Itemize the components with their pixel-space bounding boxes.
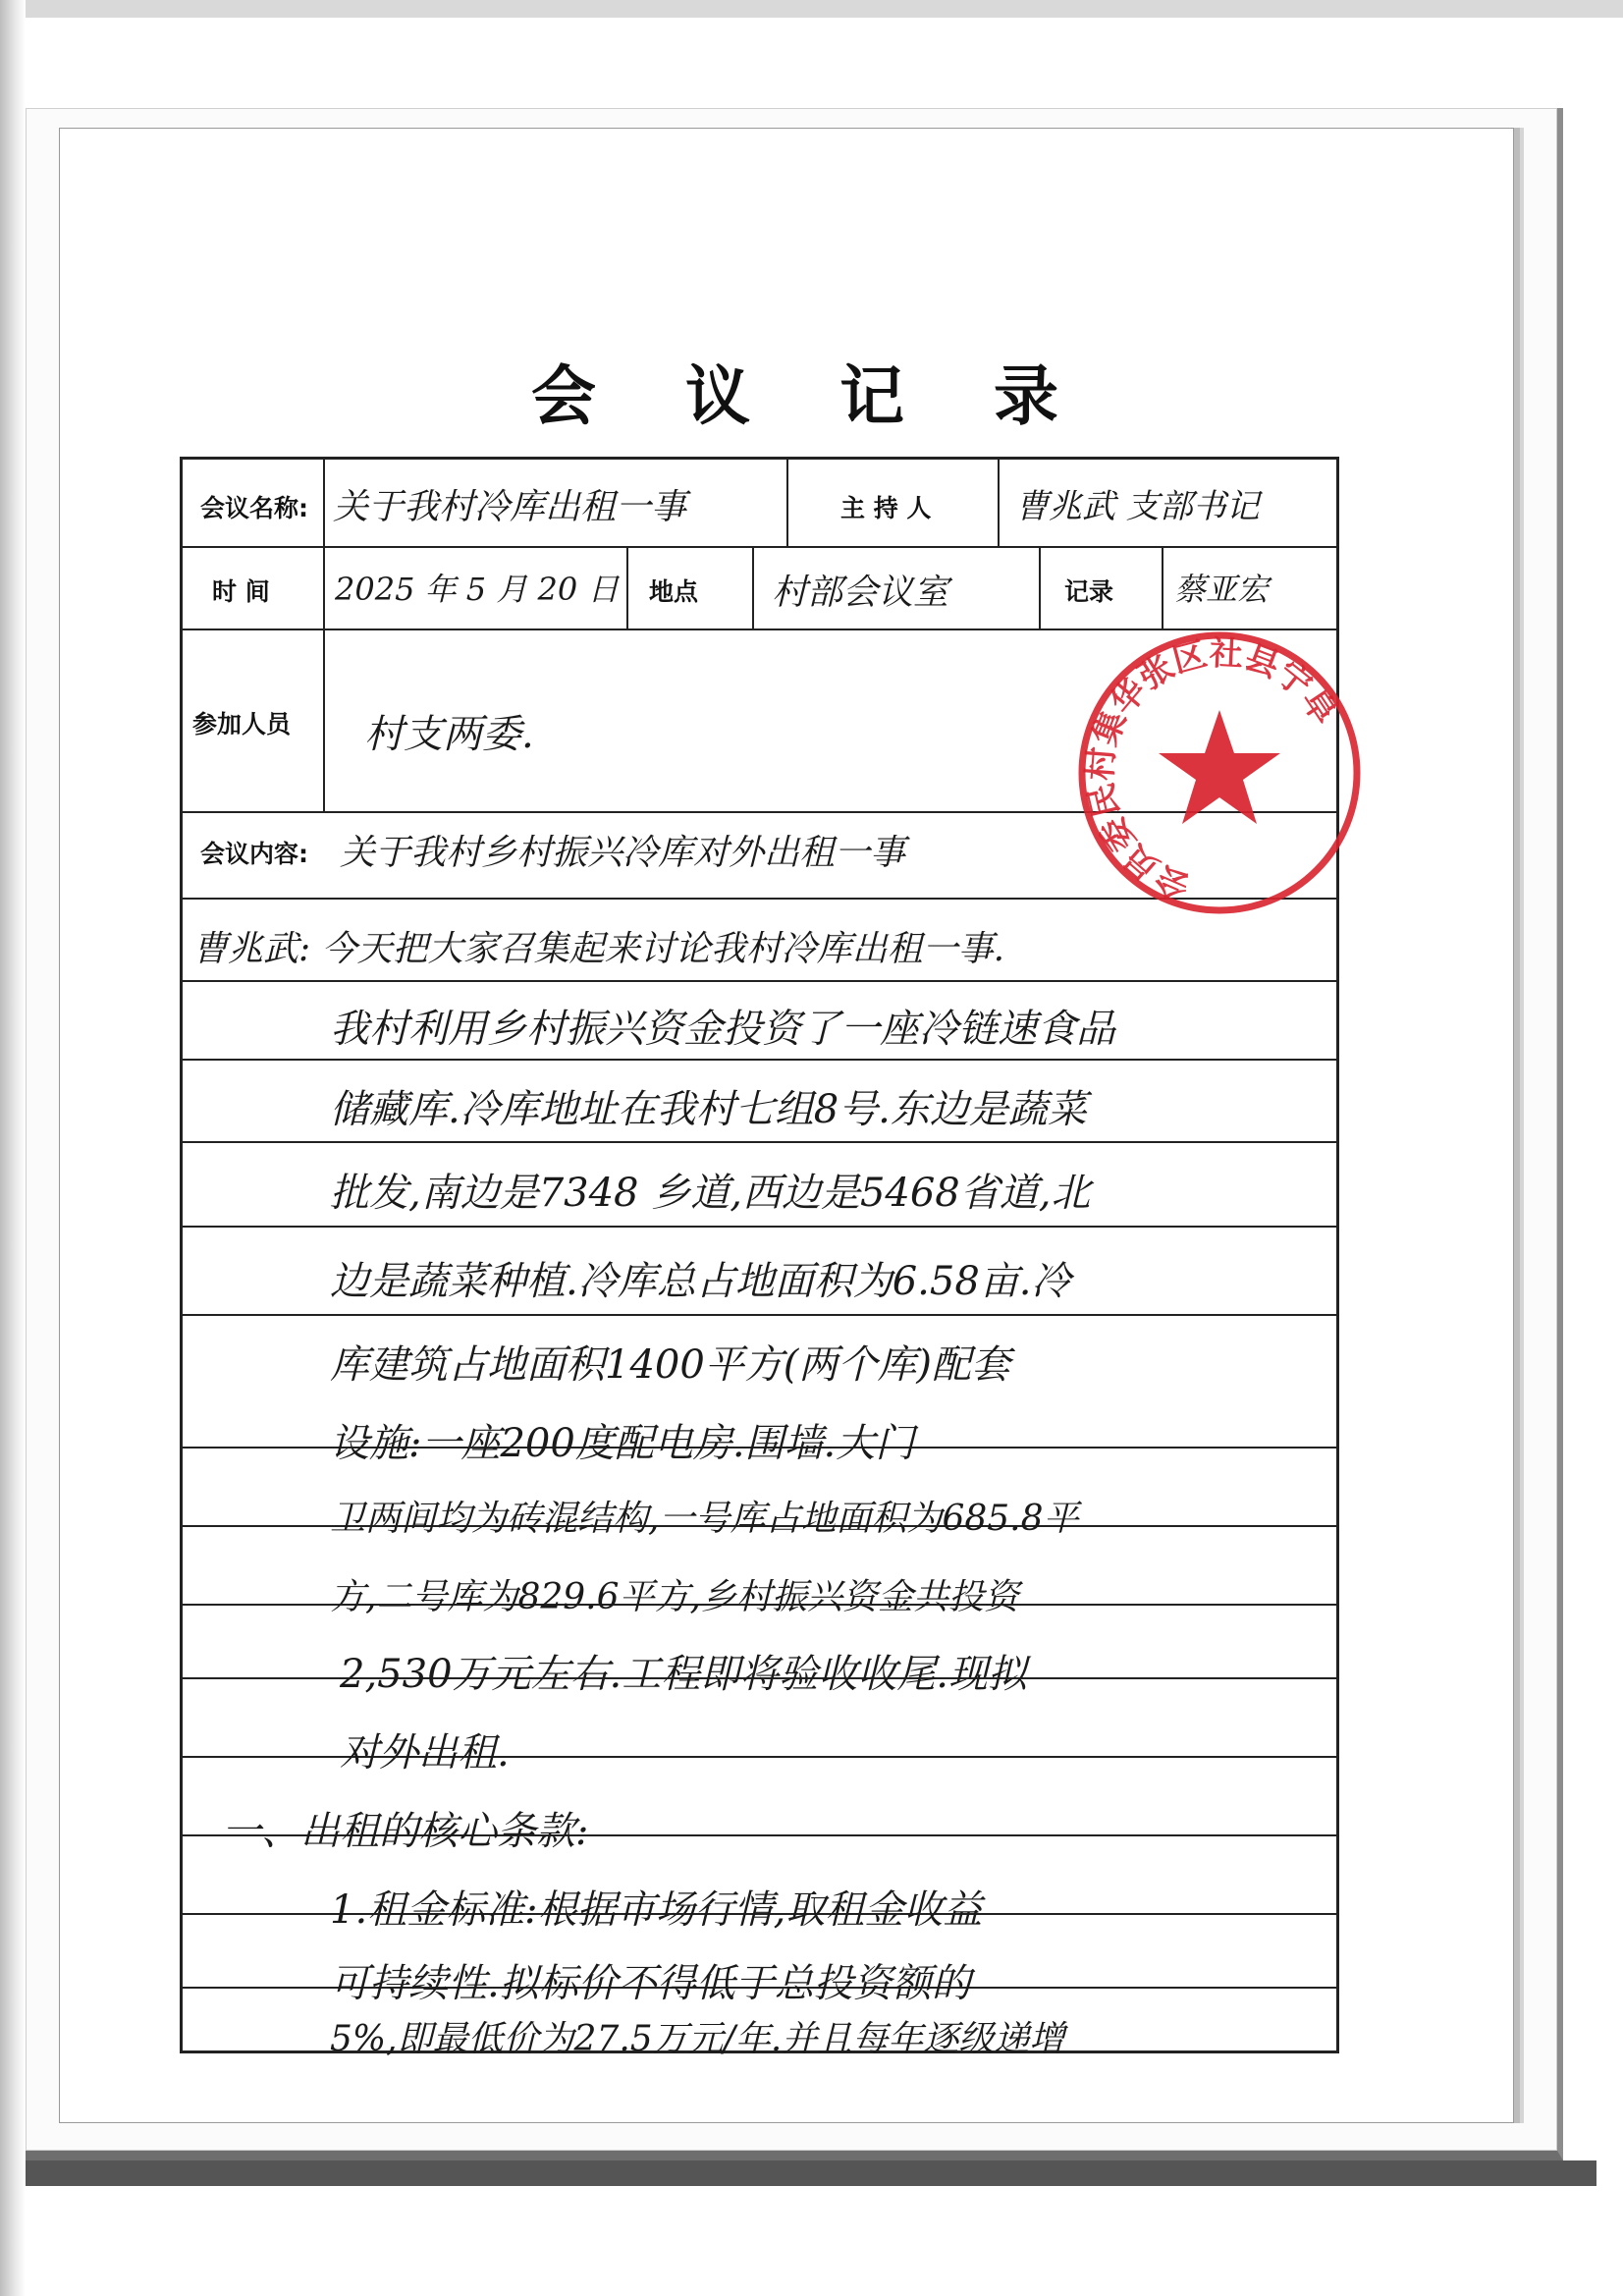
- recorder-label: 记录: [1064, 577, 1114, 606]
- content-label: 会议内容:: [200, 840, 308, 868]
- col-divider: [786, 460, 788, 546]
- col-divider: [998, 460, 1000, 546]
- meeting-name-value: 关于我村冷库出租一事: [333, 487, 687, 527]
- host-label: 主 持 人: [840, 494, 932, 522]
- col-divider: [752, 546, 754, 629]
- body-line: 可持续性.拟标价不得低于总投资额的: [330, 1961, 971, 2006]
- body-line: 方,二号库为829.6平方,乡村振兴资金共投资: [330, 1577, 1019, 1617]
- star-icon: [1159, 710, 1280, 824]
- meeting-name-label: 会议名称:: [200, 494, 308, 522]
- rule: [183, 1059, 1336, 1061]
- scan-edge-bottom: [26, 2160, 1596, 2186]
- time-value: 2025 年 5 月 20 日: [335, 571, 620, 608]
- body-line: 对外出租.: [340, 1730, 510, 1776]
- rule: [183, 1141, 1336, 1143]
- time-label: 时 间: [212, 577, 270, 606]
- recorder-value: 蔡亚宏: [1174, 571, 1270, 608]
- body-line: 1.租金标准:根据市场行情,取租金收益: [330, 1887, 983, 1933]
- content-value: 关于我村乡村振兴冷库对外出租一事: [340, 833, 906, 873]
- col-divider: [323, 460, 325, 811]
- rule: [183, 1226, 1336, 1228]
- place-value: 村部会议室: [772, 573, 949, 613]
- col-divider: [626, 546, 628, 629]
- host-value: 曹兆武 支部书记: [1015, 487, 1260, 526]
- body-line: 2,530万元左右.工程即将验收收尾.现拟: [340, 1652, 1027, 1697]
- body-line: 5%,即最低价为27.5万元/年.并且每年逐级递增: [330, 2019, 1065, 2059]
- scan-edge-top: [0, 0, 1623, 18]
- place-label: 地点: [649, 577, 699, 606]
- body-line: 储藏库.冷库地址在我村七组8号.东边是蔬菜: [330, 1087, 1087, 1132]
- col-divider: [1162, 546, 1163, 629]
- official-seal: [1070, 624, 1370, 923]
- body-line: 批发,南边是7348 乡道,西边是5468省道,北: [330, 1171, 1091, 1216]
- body-line: 曹兆武: 今天把大家召集起来讨论我村冷库出租一事.: [192, 929, 1005, 969]
- body-line: 边是蔬菜种植.冷库总占地面积为6.58亩.冷: [330, 1259, 1071, 1304]
- body-line: 一、出租的核心条款:: [222, 1809, 589, 1854]
- body-line: 卫两间均为砖混结构,一号库占地面积为685.8平: [330, 1499, 1079, 1539]
- body-line: 库建筑占地面积1400平方(两个库)配套: [330, 1342, 1011, 1388]
- body-line: 我村利用乡村振兴资金投资了一座冷链速食品: [330, 1007, 1115, 1052]
- body-line: 设施:一座200度配电房.围墙.大门: [330, 1421, 915, 1466]
- col-divider: [1039, 546, 1041, 629]
- seal-text: 会员委民村集华张区社县宁阜: [1080, 633, 1345, 907]
- rule: [183, 1314, 1336, 1316]
- rule: [183, 980, 1336, 982]
- attendees-value: 村支两委.: [364, 712, 534, 757]
- page-title: 会 议 记 录: [531, 358, 1092, 434]
- attendees-label: 参加人员: [192, 710, 292, 738]
